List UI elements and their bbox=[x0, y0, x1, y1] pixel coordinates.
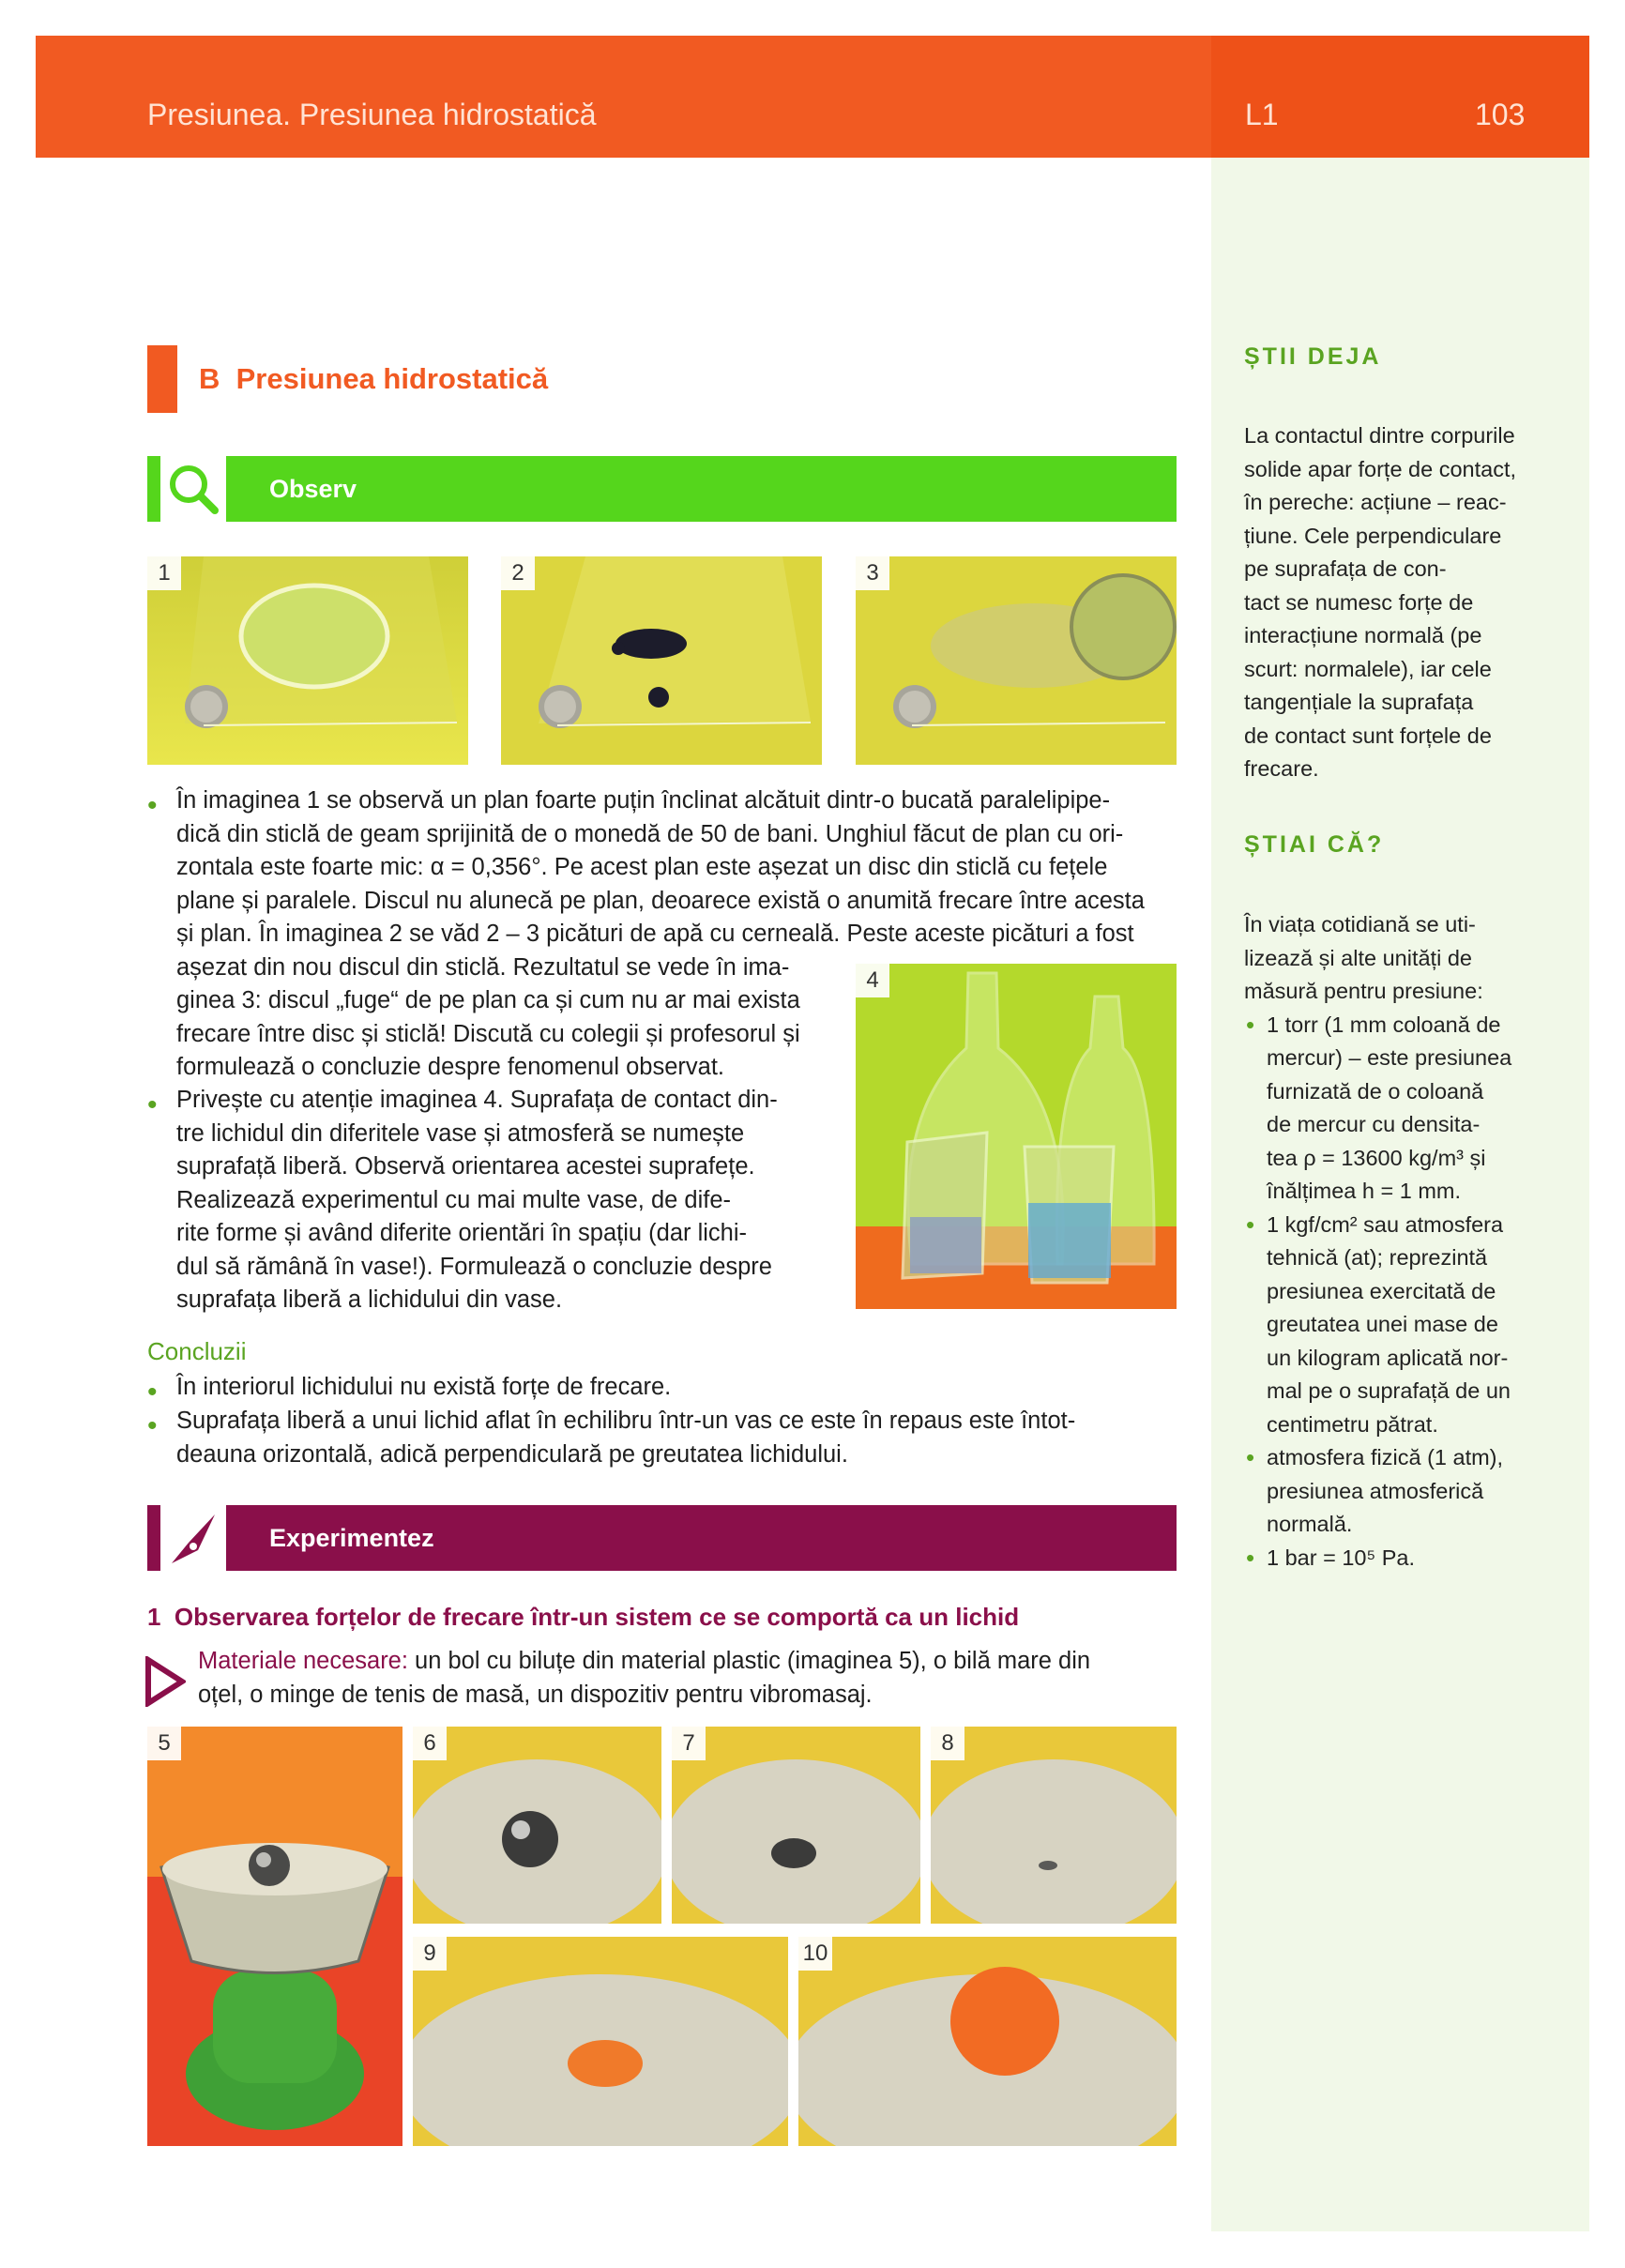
lesson-label: L1 bbox=[1245, 98, 1279, 131]
list-item: • 1 kgf/cm² sau atmosfera tehnică (at); reprezintă presiunea exercitată de greutatea unei mase de un kilogram aplicată nor- mal pe o suprafață de un centimetru pătrat. bbox=[1244, 1209, 1544, 1442]
experiment-step-title: 1 Observarea forțelor de frecare într-un sistem ce se comportă ca un lichid bbox=[147, 1603, 1020, 1631]
bullet bbox=[147, 1416, 159, 1427]
bullet bbox=[147, 796, 159, 807]
materials-label: Materiale necesare: bbox=[198, 1648, 408, 1674]
observ-paragraph-1: În imaginea 1 se observă un plan foarte puțin înclinat alcătuit dintr-o bucată paralelipipe- dică din sticlă de geam sprijinită de o monedă de 50 de bani. Unghiul făcut de plan cu ori- zontala este foarte mic: α = 0,356°. Pe acest plan este așezat un disc din sticlă cu fețele plane și paralele. Discul nu alunecă pe plan, deoarece există o anumită frecare între acesta și plan. În imaginea 2 se văd 2 – 3 picături de apă cu cerneală. Peste aceste picături a fost așezat din nou discul din sticlă. Rezultatul se vede în ima- ginea 3: discul „fuge“ de pe plan ca și cum nu ar mai exista frecare între disc și sticlă! Discută cu colegii și profesorul și formulează o concluzie despre fenomenul observat. bbox=[176, 787, 1145, 1080]
sidebar-heading-stii-deja: ȘTII DEJA bbox=[1244, 343, 1382, 370]
list-item: • 1 torr (1 mm coloană de mercur) – este presiunea furnizată de o coloană de mercur cu densita- tea ρ = 13600 kg/m³ și înălțimea h = 1 mm. bbox=[1244, 1009, 1544, 1209]
list-item: • 1 bar = 10⁵ Pa. bbox=[1244, 1542, 1544, 1575]
experimentez-band bbox=[147, 1505, 1177, 1571]
sidebar-heading-stiai-ca: ȘTIAI CĂ? bbox=[1244, 831, 1385, 858]
observ-band bbox=[147, 456, 1177, 522]
header-right-panel bbox=[1211, 36, 1589, 158]
bullet bbox=[147, 1382, 159, 1393]
photo-3-disc-slides: 3 bbox=[856, 556, 1177, 765]
observ-label: Observ bbox=[269, 475, 357, 503]
sidebar-units-list bbox=[1244, 1009, 1544, 1575]
sidebar-stiai-ca-text: În viața cotidiană se uti- lizează și alte unități de măsură pentru presiune: • 1 torr (1 mm coloană de mercur) – este presiunea furnizată de o coloană de mercur cu densita- tea ρ = 13600 kg/m³ și înălțimea h = 1 mm. • 1 kgf/cm² sau atmosfera tehnică (at); reprezintă presiunea exercitată de greutatea unei mase de un kilogram aplicată nor- mal pe o suprafață de un centimetru pătrat. • atmosfera fizică (1 atm), presiunea atmosferică normală. • 1 bar = 10⁵ Pa. bbox=[1244, 908, 1544, 1575]
sidebar-stii-deja-text: La contactul dintre corpurile solide apar forțe de contact, în pereche: acțiune – reac- țiune. Cele perpendiculare pe suprafața de con- tact se numesc forțe de interacțiune normală (pe scurt: normalele), iar cele tangențiale la suprafața de contact sunt forțele de frecare. bbox=[1244, 423, 1517, 781]
materials-text: Materiale necesare: un bol cu biluțe din material plastic (imaginea 5), o bilă mare din oțel, o minge de tenis de masă, un dispozitiv pentru vibromasaj. bbox=[198, 1648, 1091, 1708]
conclusions-title: Concluzii bbox=[147, 1337, 247, 1365]
photo-8-ball-sunk: 8 bbox=[931, 1727, 1177, 1924]
photo-10-tennis-ball-surfaced: 10 bbox=[798, 1937, 1177, 2146]
photo-5-bowl-on-vibrator: 5 bbox=[147, 1727, 402, 2146]
compass-icon bbox=[160, 1505, 226, 1571]
experimentez-label: Experimentez bbox=[269, 1524, 434, 1552]
photo-9-tennis-ball-buried: 9 bbox=[413, 1937, 788, 2146]
running-header-title: Presiunea. Presiunea hidrostatică bbox=[147, 98, 597, 131]
bullet bbox=[147, 1095, 159, 1106]
photo-2-ink-drops: 2 bbox=[501, 556, 822, 765]
photo-6-steel-ball-on-beads: 6 bbox=[413, 1727, 661, 1924]
page-number: 103 bbox=[1475, 98, 1526, 131]
section-marker bbox=[147, 345, 177, 413]
photo-7-ball-sinking: 7 bbox=[672, 1727, 920, 1924]
conclusion-item-2: Suprafața liberă a unui lichid aflat în echilibru într-un vas ce este în repaus este întot- deauna orizontală, adică perpendiculară pe greutatea lichidului. bbox=[176, 1408, 1076, 1468]
section-title: B Presiunea hidrostatică bbox=[199, 362, 549, 395]
conclusion-item-1: În interiorul lichidului nu există forțe de frecare. bbox=[176, 1374, 672, 1400]
play-triangle-icon bbox=[144, 1656, 186, 1712]
photo-1-glass-disc: 1 bbox=[147, 556, 468, 765]
photo-4-vessels: 4 bbox=[856, 964, 1177, 1309]
magnifier-icon bbox=[160, 456, 226, 522]
list-item: • atmosfera fizică (1 atm), presiunea atmosferică normală. bbox=[1244, 1441, 1544, 1542]
observ-paragraph-2: Privește cu atenție imaginea 4. Suprafața de contact din- tre lichidul din diferitele vase și atmosferă se numește suprafață liberă. Observă orientarea acestei suprafețe. Realizează experimentul cu mai multe vase, de dife- rite forme și având diferite orientări în spațiu (dar lichi- dul să rămână în vase!). Formulează o concluzie despre suprafața liberă a lichidului din vase. bbox=[176, 1087, 778, 1313]
